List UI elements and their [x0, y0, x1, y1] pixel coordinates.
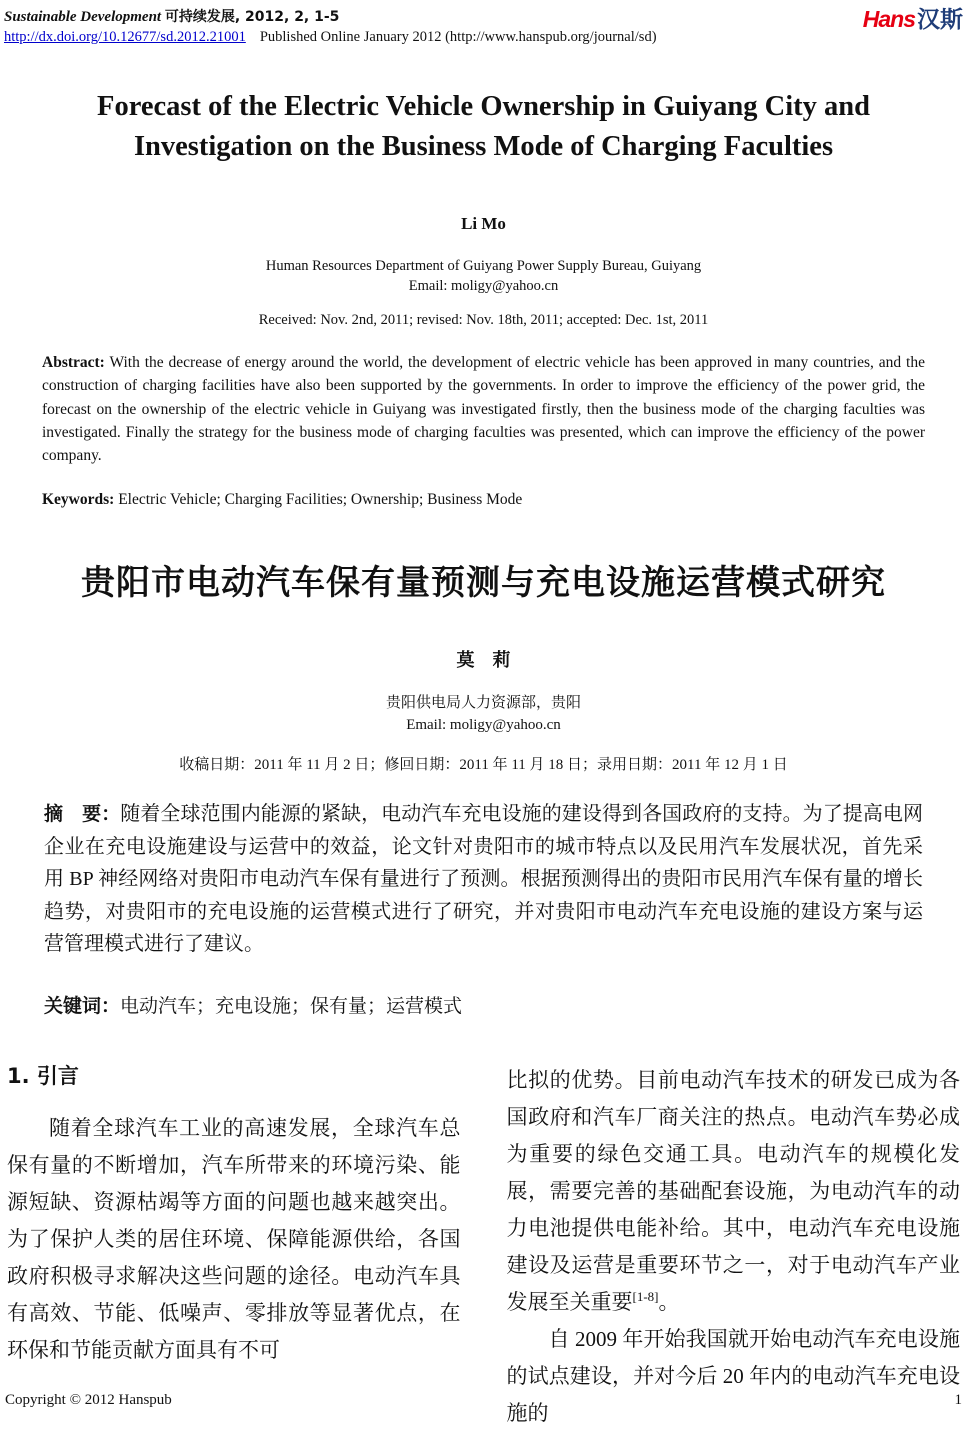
- paper-title-cn: 贵阳市电动汽车保有量预测与充电设施运营模式研究: [81, 563, 886, 604]
- affiliation-cn: 贵阳供电局人力资源部，贵阳: [385, 695, 581, 712]
- intro-right-1-period: 。: [658, 1289, 680, 1314]
- intro-right-1-text: 比拟的优势。目前电动汽车技术的研发已成为各国政府和汽车厂商关注的热点。电动汽车势必成为重要的绿色交通工具。电动汽车的规模化发展，需要完善的基础配套设施，为电动汽车的动力电池提供电能补给。其中，电动汽车充电设施建设及运营是重要环节之一，对于电动汽车产业发展至关重要: [506, 1067, 960, 1314]
- keywords-label-en: Keywords:: [42, 491, 115, 509]
- hans-logo-latin: Hans: [862, 6, 915, 32]
- paper-title-en: Forecast of the Electric Vehicle Ownership in Guiyang City and Investigation on the Business Mode of Charging Faculties: [97, 91, 870, 162]
- keywords-text-cn: 电动汽车；充电设施；保有量；运营模式: [120, 995, 463, 1017]
- abstract-label-cn: 摘 要：: [44, 803, 121, 826]
- doi-line: [4, 27, 657, 47]
- abstract-text-cn: 随着全球范围内能源的紧缺，电动汽车充电设施的建设得到各国政府的支持。为了提高电网企业在充电设施建设与运营中的效益，论文针对贵阳市的城市特点以及民用汽车发展状况，首先采用 BP 神经网络对贵阳市电动汽车保有量进行了预测。根据预测得出的贵阳市民用汽车保有量的增长趋势，对贵阳市的充电设施的运营模式进行了研究，并对贵阳市电动汽车充电设施的建设方案与运营管理模式进行了建议。: [44, 803, 923, 956]
- author-name-cn: 莫 莉: [456, 650, 511, 671]
- hans-logo-cn: 汉斯: [917, 7, 963, 33]
- keywords-text-en: Electric Vehicle; Charging Facilities; Ownership; Business Mode: [118, 491, 523, 509]
- journal-title-line: [4, 7, 657, 27]
- page-number: 1: [954, 1392, 962, 1408]
- author-email-en: Email: moligy@yahoo.cn: [408, 278, 559, 294]
- abstract-en: [42, 351, 925, 467]
- journal-name-en: Sustainable Development: [4, 9, 162, 25]
- keywords-en: [42, 491, 925, 509]
- intro-paragraph-left: 随着全球汽车工业的高速发展，全球汽车总保有量的不断增加，汽车所带来的环境污染、能源短缺、资源枯竭等方面的问题也越来越突出。为了保护人类的居住环境、保障能源供给，各国政府积极寻求解决这些问题的途径。电动汽车具有高效、节能、低噪声、零排放等显著优点，在环保和节能贡献方面具有不可: [7, 1115, 461, 1362]
- body-left-column: [7, 1060, 461, 1432]
- journal-info: [4, 7, 657, 47]
- journal-header: [0, 7, 967, 47]
- abstract-cn: [44, 798, 923, 961]
- doi-link[interactable]: http://dx.doi.org/10.12677/sd.2012.21001: [4, 29, 246, 45]
- keywords-label-cn: 关键词：: [44, 994, 121, 1017]
- received-dates-cn: 收稿日期：2011 年 11 月 2 日；修回日期：2011 年 11 月 18 日；录用日期：2011 年 12 月 1 日: [179, 757, 788, 774]
- page-footer: [0, 1392, 967, 1409]
- body-right-column: [507, 1060, 961, 1432]
- keywords-cn: [44, 991, 923, 1018]
- abstract-label-en: Abstract:: [42, 354, 105, 371]
- section-1-heading: 1. 引言: [7, 1063, 79, 1088]
- hans-logo: [863, 7, 963, 32]
- affiliation-block-en: [0, 256, 967, 296]
- two-column-body: [0, 1060, 967, 1432]
- published-online-text: Published Online January 2012 (http://www.hanspub.org/journal/sd): [259, 29, 657, 45]
- citation-ref-1-8: [1-8]: [632, 1288, 659, 1304]
- affiliation-en: Human Resources Department of Guiyang Power Supply Bureau, Guiyang: [265, 258, 702, 274]
- journal-name-cn: 可持续发展, 2012, 2, 1-5: [164, 9, 340, 25]
- copyright-text: Copyright © 2012 Hanspub: [5, 1392, 172, 1408]
- author-name-en: Li Mo: [461, 214, 506, 233]
- author-email-cn: Email: moligy@yahoo.cn: [406, 717, 561, 734]
- affiliation-block-cn: [0, 692, 967, 736]
- intro-paragraph-right-1: [507, 1062, 961, 1321]
- abstract-text-en: With the decrease of energy around the world, the development of electric vehicle has been approved in many countries, and the construction of charging facilities have also been supported by the governments. In order to improve the efficiency of the power grid, the forecast on the ownership of the electric vehicle in Guiyang was investigated firstly, then the business mode of the charging faculties was investigated. Finally the strategy for the business mode of charging faculties was presented, which can improve the efficiency of the power company.: [42, 354, 925, 465]
- received-dates-en: Received: Nov. 2nd, 2011; revised: Nov. 18th, 2011; accepted: Dec. 1st, 2011: [258, 312, 709, 328]
- intro-paragraph-right-2: 自 2009 年开始我国就开始电动汽车充电设施的试点建设，并对今后 20 年内的电动汽车充电设施的: [506, 1326, 960, 1425]
